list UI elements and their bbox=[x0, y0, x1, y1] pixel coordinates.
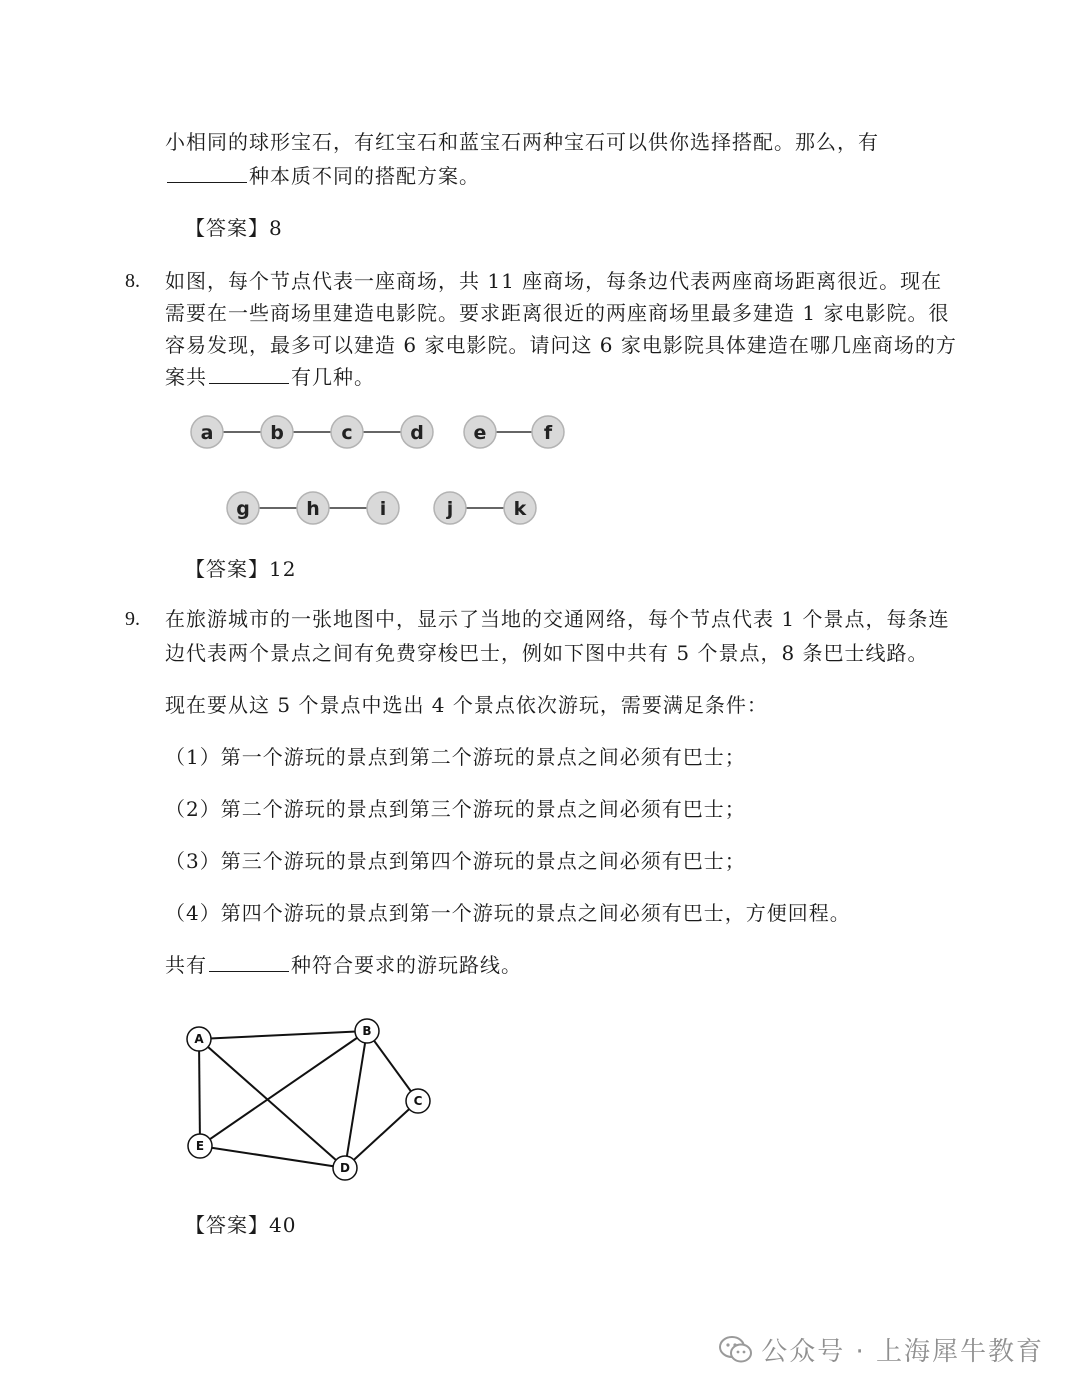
q9-ask-after: 种符合要求的游玩路线。 bbox=[291, 953, 522, 977]
q8-line-2: 需要在一些商场里建造电影院。要求距离很近的两座商场里最多建造 1 家电影院。很 bbox=[165, 301, 950, 325]
q9-condition-3: （3）第三个游玩的景点到第四个游玩的景点之间必须有巴士； bbox=[165, 849, 746, 873]
q9-edge-B-D bbox=[345, 1031, 367, 1168]
q9-label-B: B bbox=[362, 1024, 372, 1038]
q9-answer-label: 【答案】 bbox=[185, 1213, 269, 1237]
q8-label-g: g bbox=[236, 498, 250, 520]
wechat-icon bbox=[719, 1335, 753, 1365]
q9-edge-B-E bbox=[200, 1031, 367, 1146]
q9-condition-4: （4）第四个游玩的景点到第一个游玩的景点之间必须有巴士，方便回程。 bbox=[165, 901, 851, 925]
q8-label-i: i bbox=[379, 498, 387, 520]
q8-label-k: k bbox=[513, 498, 527, 520]
q9-line-1: 在旅游城市的一张地图中，显示了当地的交通网络，每个节点代表 1 个景点，每条连 bbox=[165, 607, 950, 631]
q8-line-4-after: 有几种。 bbox=[291, 365, 375, 389]
q8-line-1: 如图，每个节点代表一座商场，共 11 座商场，每条边代表两座商场距离很近。现在 bbox=[165, 269, 943, 293]
q9-condition-1: （1）第一个游玩的景点到第二个游玩的景点之间必须有巴士； bbox=[165, 745, 746, 769]
q9-ask-before: 共有 bbox=[165, 953, 207, 977]
q8-label-d: d bbox=[410, 422, 424, 444]
q8-label-j: j bbox=[446, 498, 454, 520]
q8-label-f: f bbox=[543, 422, 553, 444]
q8-answer-label: 【答案】 bbox=[185, 557, 269, 581]
q9-label-D: D bbox=[340, 1161, 350, 1175]
q9-answer-value: 40 bbox=[269, 1213, 297, 1237]
q7-answer-label: 【答案】 bbox=[185, 216, 269, 240]
q9-label-C: C bbox=[413, 1094, 423, 1108]
q8-label-a: a bbox=[200, 422, 214, 444]
q7-answer-value: 8 bbox=[269, 216, 283, 240]
q8-answer-value: 12 bbox=[269, 557, 297, 581]
q8-label-e: e bbox=[473, 422, 487, 444]
q9-edge-B-C bbox=[367, 1031, 418, 1101]
q8-label-h: h bbox=[306, 498, 320, 520]
q8-label-b: b bbox=[270, 422, 284, 444]
q7-line-1: 小相同的球形宝石，有红宝石和蓝宝石两种宝石可以供你选择搭配。那么，有 bbox=[165, 130, 879, 154]
q8-line-4-before: 案共 bbox=[165, 365, 207, 389]
q9-answer bbox=[185, 1211, 296, 1239]
q9-number: 9. bbox=[125, 608, 140, 630]
q8-number: 8. bbox=[125, 270, 140, 292]
watermark-text: 公众号 · 上海犀牛教育 bbox=[761, 1337, 1044, 1367]
q9-label-A: A bbox=[194, 1032, 204, 1046]
q9-intro: 现在要从这 5 个景点中选出 4 个景点依次游玩，需要满足条件： bbox=[165, 693, 768, 717]
q8-line-3: 容易发现，最多可以建造 6 家电影院。请问这 6 家电影院具体建造在哪几座商场的方 bbox=[165, 333, 957, 357]
q9-edge-C-D bbox=[345, 1101, 418, 1168]
q9-condition-2: （2）第二个游玩的景点到第三个游玩的景点之间必须有巴士； bbox=[165, 797, 746, 821]
q8-label-c: c bbox=[341, 422, 353, 444]
q9-edge-A-B bbox=[199, 1031, 367, 1039]
q9-label-E: E bbox=[195, 1139, 205, 1153]
q7-line-2-text: 种本质不同的搭配方案。 bbox=[249, 164, 480, 188]
q9-edge-A-E bbox=[199, 1039, 200, 1146]
q9-line-2: 边代表两个景点之间有免费穿梭巴士，例如下图中共有 5 个景点，8 条巴士线路。 bbox=[165, 641, 929, 665]
watermark bbox=[719, 1331, 1044, 1368]
